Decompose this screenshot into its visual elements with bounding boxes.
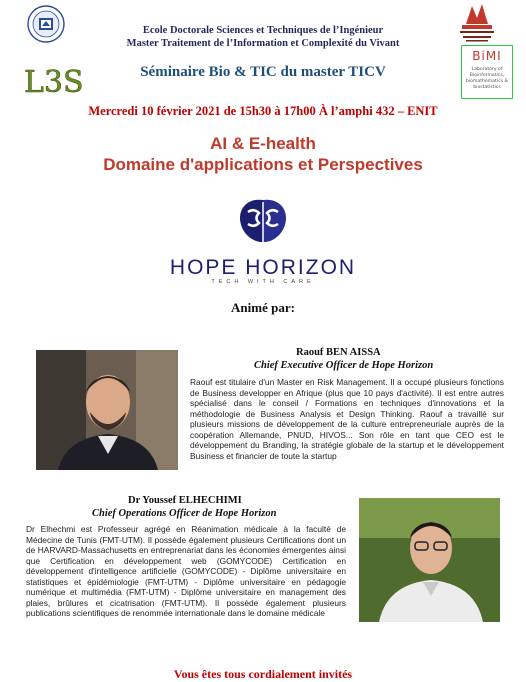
speaker2-photo [359,498,500,622]
speaker2-name: Dr Youssef ELHECHIMI [128,495,242,506]
bimi-lab-logo: BiMI Laboratory of Bioinformatics, biomathematics & biostatistics [461,45,513,99]
talk-title-line2: Domaine d'applications et Perspectives [103,155,423,174]
speaker2-bio: Dr Elhechmi est Professeur agrégé en Réanimation médicale à la faculté de Médecine de Tunis (FMT-UTM). Il possède également plusieurs Certifications dont un de HARVARD-Massachusetts en entreprenariat dans les économies émergentes ainsi que Certification en développement web (GOMYCODE) Certification en développement d'intelligence artificielle (GOMYCODE) - Diplôme universitaire en statistiques et épidémiologie (FMT-UTM) - Diplôme universitaire en pédagogie numérique et multimédia (FMT-UTM) - Diplôme universitaire en management des plaies, brûlures et cicatrisation (FMT-UTM). Il possède également plusieurs publications scientifiques de renommée internationale dans le domaine médicale [26,524,346,618]
master-program-line: Master Traitement de l’Information et Complexité du Vivant [126,38,400,49]
seminar-title: Séminaire Bio & TIC du master TICV [140,64,386,80]
speaker2-role: Chief Operations Officer de Hope Horizon [92,508,277,519]
speaker1-name: Raouf BEN AISSA [296,347,381,358]
doctoral-school-line: Ecole Doctorale Sciences et Techniques de l’Ingénieur [142,25,384,36]
speaker1-photo [36,350,178,470]
hope-horizon-brain-icon [232,196,294,246]
speaker1-bio: Raouf est titulaire d'un Master en Risk Management. Il a occupé plusieurs fonctions de Business developper en Afrique (plus que 10 pays d'activité). Il est entre autres spécialisé dans le conseil / Formations en techniques d'innovations et la méthodologie de Business Analysis et Design Thinking. Raouf a travaillé sur plusieurs missions de développement de la culture entrepreneuriale auprès de la coopération Allemande, PNUD, HIVOS... Son rôle en tant que CEO est le développement du Branding, la stratégie globale de la startup et le développement Business et financier de toute la startup [190,377,504,461]
speaker1-role: Chief Executive Officer de Hope Horizon [254,360,434,371]
talk-title-line1: AI & E-health [210,134,316,153]
brand-name: HOPE HORIZON [169,256,357,279]
svg-text:L3S: L3S [24,65,84,98]
brand-tagline: TECH WITH CARE [211,279,315,285]
footer-invitation: Vous êtes tous cordialement invités [173,667,353,681]
event-date: Mercredi 10 février 2021 de 15h30 à 17h00 À l’amphi 432 – ENIT [88,104,438,118]
animated-by-label: Animé par: [231,300,295,315]
